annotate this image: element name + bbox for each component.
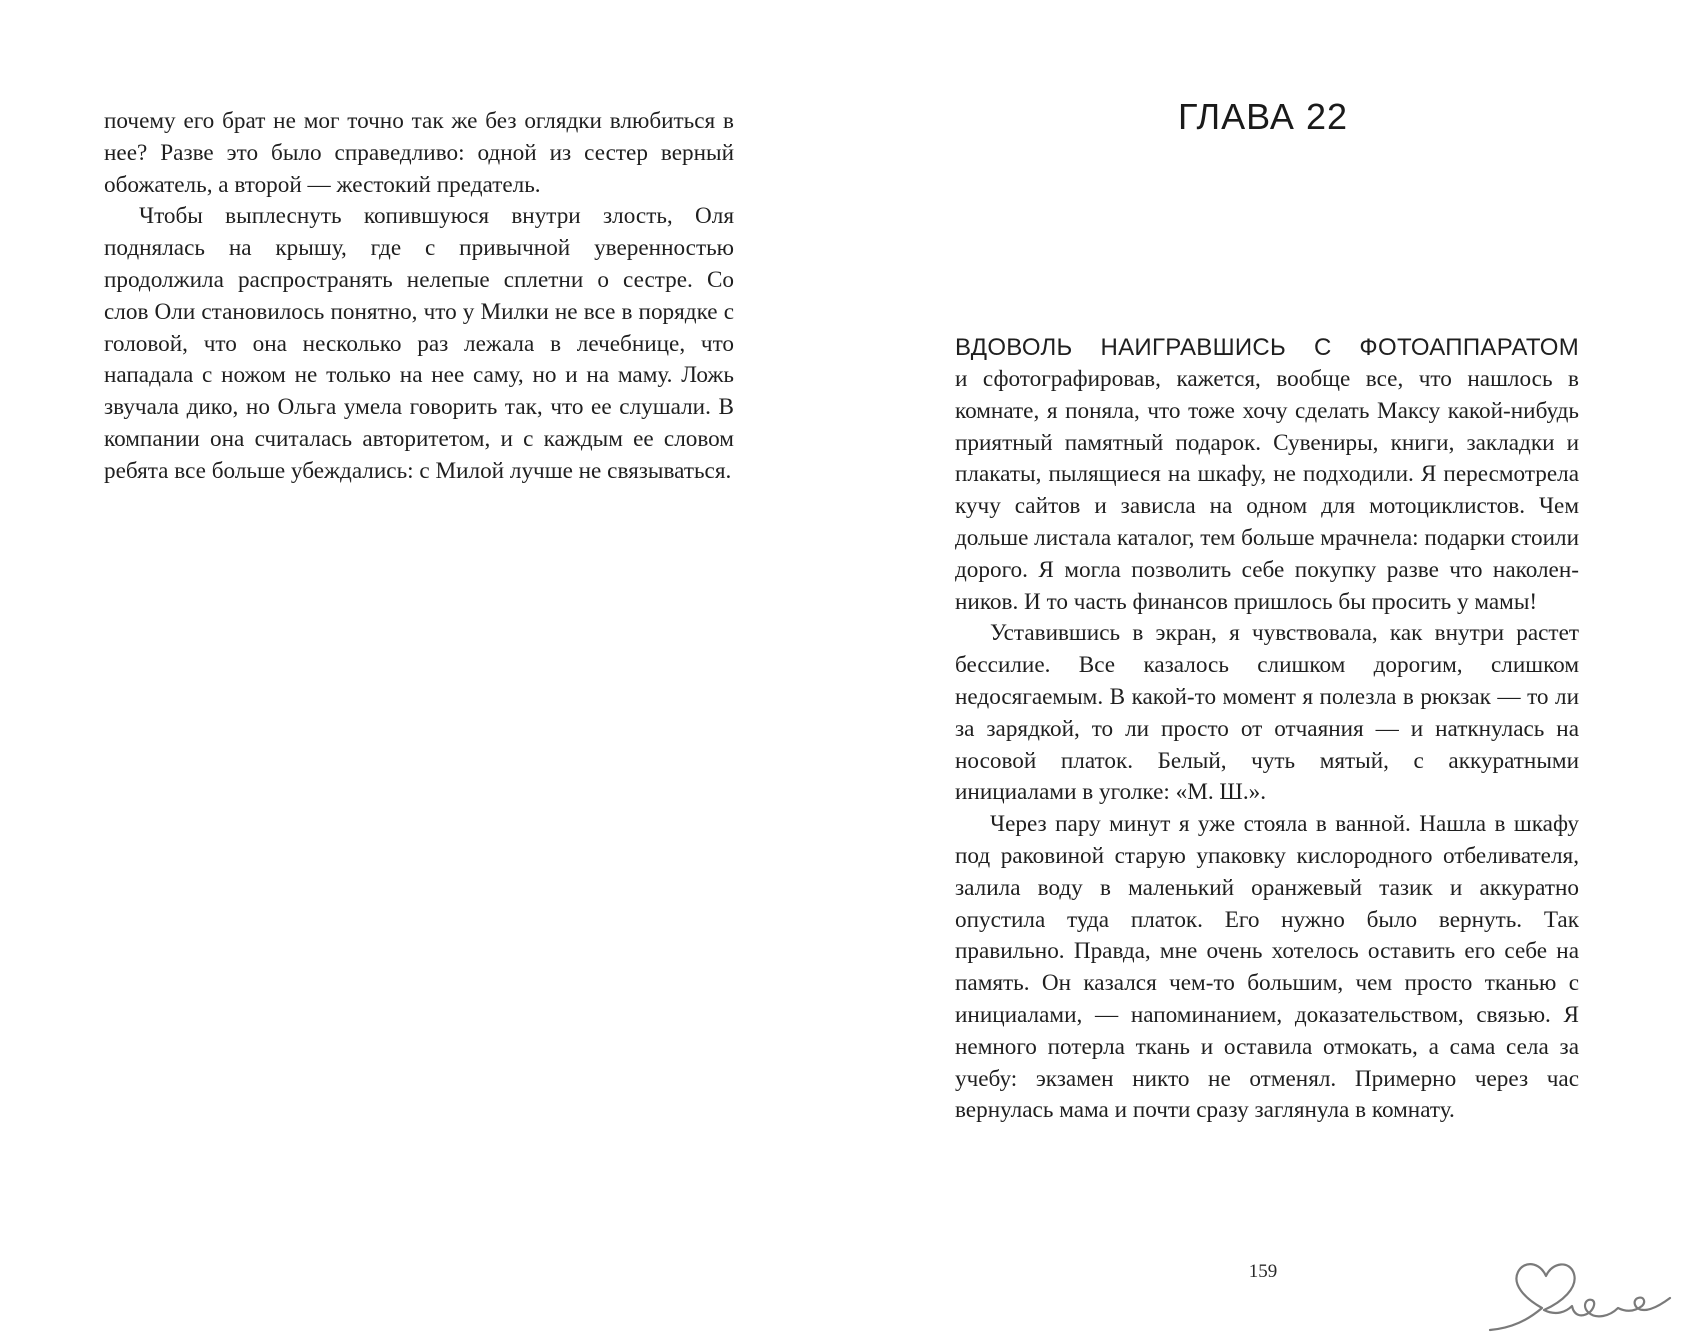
- heart-flourish-icon: [1484, 1250, 1674, 1340]
- left-paragraph-2: Чтобы выплеснуть копившуюся внутри злость, Оля поднялась на крышу, где с привычной уверенностью продолжила распространять нелепые сплетни о сестре. Со слов Оли становилось понятно, что у Милки не все в порядке с головой, что она несколько раз лежала в лечебнице, что нападала с ножом не только на нее саму, но и на маму. Ложь звучала дико, но Ольга умела говорить так, что ее слушали. В компании она считалась авторитетом, и с каждым ее словом ребята все больше убеждались: с Милой лучше не связываться.: [104, 203, 734, 484]
- right-page: [842, 0, 1684, 1337]
- right-paragraph-2: Уставившись в экран, я чувствовала, как внутри растет бессилие. Все казалось слишком дорогим, слишком недосягаемым. В какой-то момент я полезла в рюкзак — то ли за зарядкой, то ли просто от отчаяния — и наткнулась на носовой платок. Белый, чуть мятый, с аккуратными инициалами в уголке: «М. Ш.».: [955, 620, 1579, 806]
- chapter-title: ГЛАВА 22: [1178, 96, 1348, 137]
- right-paragraph-1: [955, 332, 1579, 618]
- left-paragraph-1: почему его брат не мог точно так же без оглядки влюбиться в нее? Разве это было справедливо: одной из сестер верный обожатель, а второй — жестокий предатель.: [104, 108, 734, 198]
- left-page-text: [104, 106, 734, 488]
- right-page-text: [955, 332, 1579, 1127]
- right-paragraph-3: Через пару минут я уже стояла в ванной. Нашла в шкафу под раковиной старую упаковку кислородного отбеливателя, залила воду в маленький оранжевый тазик и аккуратно опустила туда платок. Его нужно было вернуть. Так правильно. Правда, мне очень хотелось оставить его себе на память. Он казался чем-то большим, чем просто тканью с инициалами, — напоминанием, доказательством, связью. Я немного потерла ткань и оставила отмокать, а сама села за учебу: экзамен никто не отменял. Примерно через час вернулась мама и почти сразу заглянула в комнату.: [955, 811, 1579, 1124]
- page-number: 159: [1248, 1261, 1278, 1282]
- left-page: [0, 0, 842, 1337]
- chapter-lead-caps: ВДОВОЛЬ НАИГРАВШИСЬ С ФОТОАППАРАТОМ: [955, 334, 1579, 361]
- right-paragraph-1-rest: и сфотографировав, кажется, вообще все, что нашлось в комнате, я поняла, что тоже хочу сделать Максу какой-нибудь приятный памятный подарок. Сувениры, книги, закладки и плакаты, пылящиеся на шкафу, не подходили. Я пересмотрела кучу сайтов и зависла на одном для мотоциклистов. Чем дольше листала каталог, тем больше мрачнела: подарки стоили дорого. Я могла позволить себе покупку разве что наколенников. И то часть финансов пришлось бы просить у мамы!: [955, 366, 1579, 615]
